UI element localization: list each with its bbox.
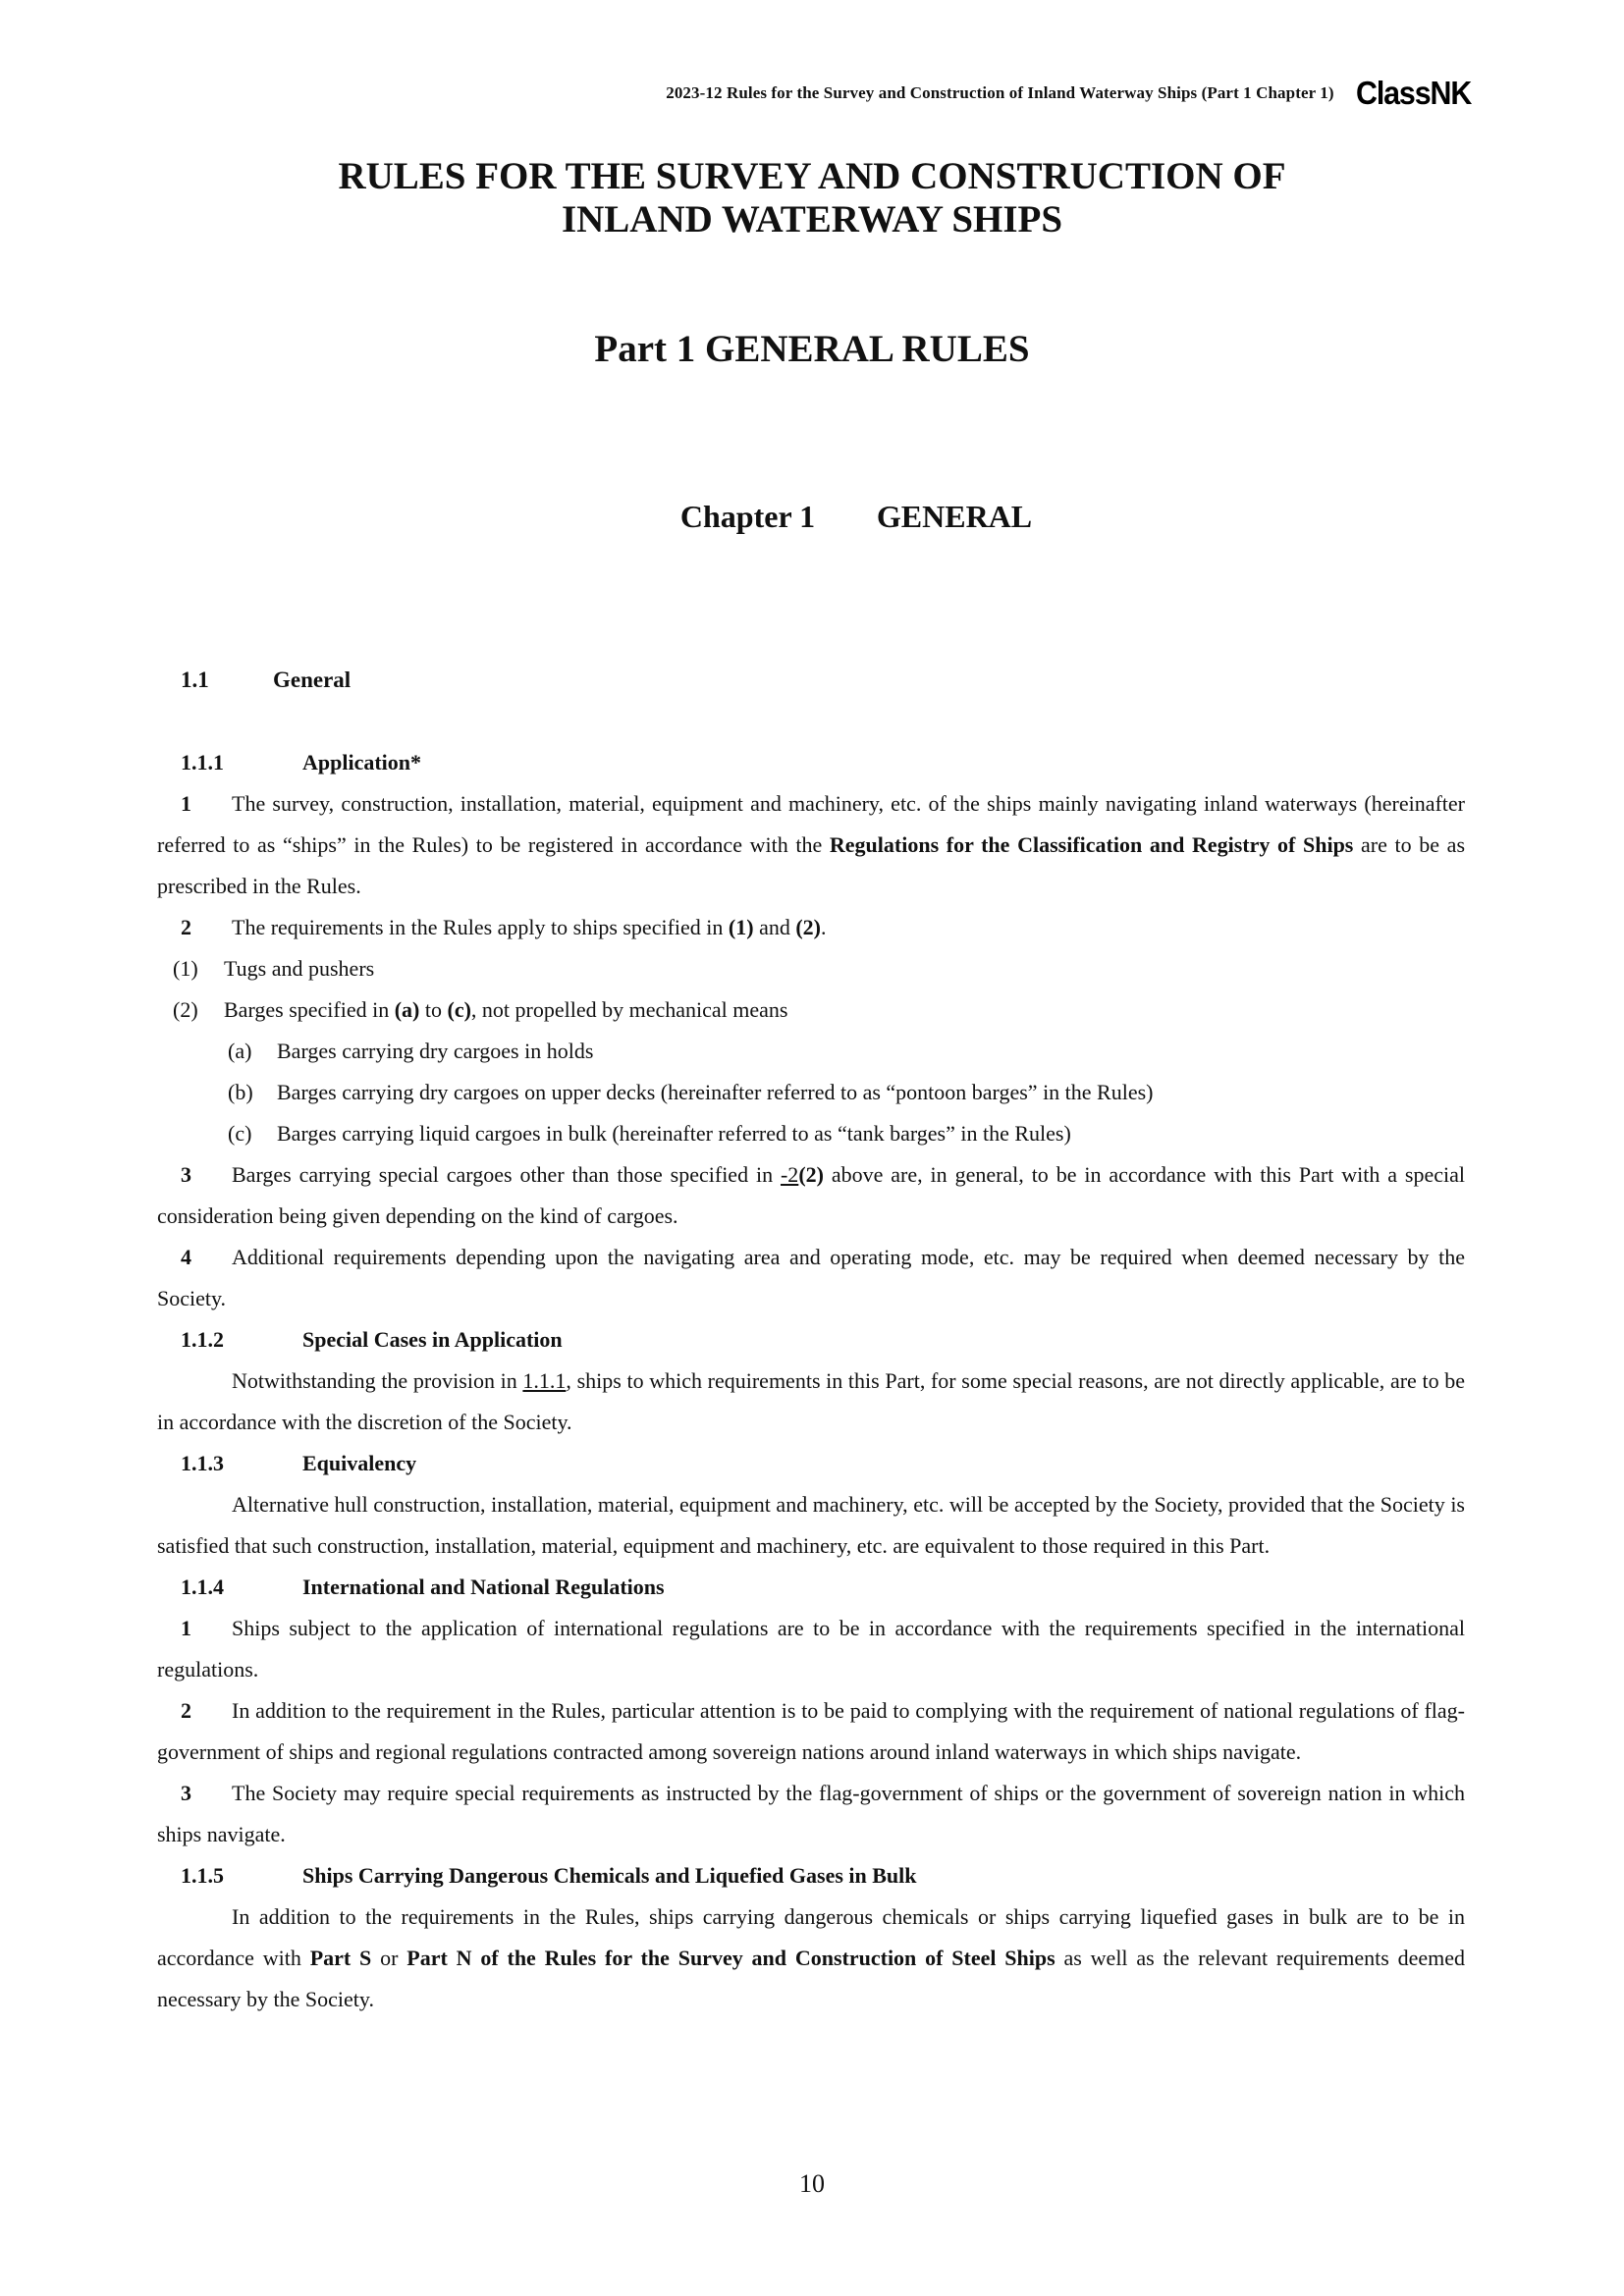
section-heading-1-1-1: 1.1.1 Application* [181,750,422,774]
title-line-1: RULES FOR THE SURVEY AND CONSTRUCTION OF [338,155,1286,197]
list-item: (2) Barges specified in (a) to (c), not propelled by mechanical means [173,997,788,1022]
document-title [0,155,1624,241]
page-number: 10 [799,2169,825,2198]
header-text: 2023-12 Rules for the Survey and Construction of Inland Waterway Ships (Part 1 Chapter 1) [666,83,1334,102]
classnk-logo: ClassNK [1355,75,1471,111]
list-item: (a) Barges carrying dry cargoes in holds [228,1039,594,1063]
cross-reference-link[interactable]: -2 [780,1162,799,1187]
section-heading-1-1-3: 1.1.3 Equivalency [181,1451,417,1475]
chapter-title [0,499,1624,535]
paragraph: 1 Ships subject to the application of international regulations are to be in accordance with the requirements specified in the international regulations. [157,1616,1465,1682]
list-item: (b) Barges carrying dry cargoes on upper decks (hereinafter referred to as “pontoon barges” in the Rules) [228,1080,1154,1104]
paragraph: In addition to the requirements in the Rules, ships carrying dangerous chemicals or ships carrying liquefied gases in bulk are to be in accordance with Part S or Part N of the Rules for the Survey and Construction of Steel Ships as well as the relevant requirements deemed necessary by the Society. [157,1904,1465,2011]
paragraph: 3 Barges carrying special cargoes other than those specified in -2(2) above are, in general, to be in accordance with this Part with a special consideration being given depending on the kind of cargoes. [157,1162,1465,1228]
section-heading-1-1-4: 1.1.4 International and National Regulations [181,1575,665,1599]
document-body [157,660,1465,2020]
paragraph: 2 The requirements in the Rules apply to ships specified in (1) and (2). [181,915,827,939]
section-heading-1-1: 1.1 General [181,667,352,692]
running-header [666,75,1481,112]
section-heading-1-1-5: 1.1.5 Ships Carrying Dangerous Chemicals and Liquefied Gases in Bulk [181,1863,917,1888]
paragraph: Notwithstanding the provision in 1.1.1, ships to which requirements in this Part, for some special reasons, are not directly applicable, are to be in accordance with the discretion of the Society. [157,1368,1466,1434]
list-item: (c) Barges carrying liquid cargoes in bulk (hereinafter referred to as “tank barges” in the Rules) [228,1121,1071,1146]
paragraph: 4 Additional requirements depending upon the navigating area and operating mode, etc. may be required when deemed necessary by the Society. [157,1245,1465,1310]
paragraph: Alternative hull construction, installation, material, equipment and machinery, etc. will be accepted by the Society, provided that the Society is satisfied that such construction, installation, material, equipment and machinery, etc. are equivalent to those required in this Part. [157,1492,1465,1558]
chapter-label: Chapter 1 [679,499,816,534]
list-item: (1) Tugs and pushers [173,956,375,981]
part-title: Part 1 GENERAL RULES [594,328,1030,370]
chapter-name: GENERAL [876,499,1033,534]
section-heading-1-1-2: 1.1.2 Special Cases in Application [181,1327,563,1352]
paragraph: 2 In addition to the requirement in the Rules, particular attention is to be paid to complying with the requirement of national regulations of flag-government of ships and regional regulations contracted among sovereign nations around inland waterways in which ships navigate. [157,1698,1465,1764]
paragraph: 3 The Society may require special requirements as instructed by the flag-government of ships or the government of sovereign nation in which ships navigate. [157,1781,1465,1846]
cross-reference-link[interactable]: 1.1.1 [522,1368,567,1393]
paragraph: 1 The survey, construction, installation, material, equipment and machinery, etc. of the ships mainly navigating inland waterways (hereinafter referred to as “ships” in the Rules) to be registered in accordance with the Regulations for the Classification and Registry of Ships are to be as prescribed in the Rules. [157,791,1466,898]
title-line-2: INLAND WATERWAY SHIPS [561,198,1063,240]
